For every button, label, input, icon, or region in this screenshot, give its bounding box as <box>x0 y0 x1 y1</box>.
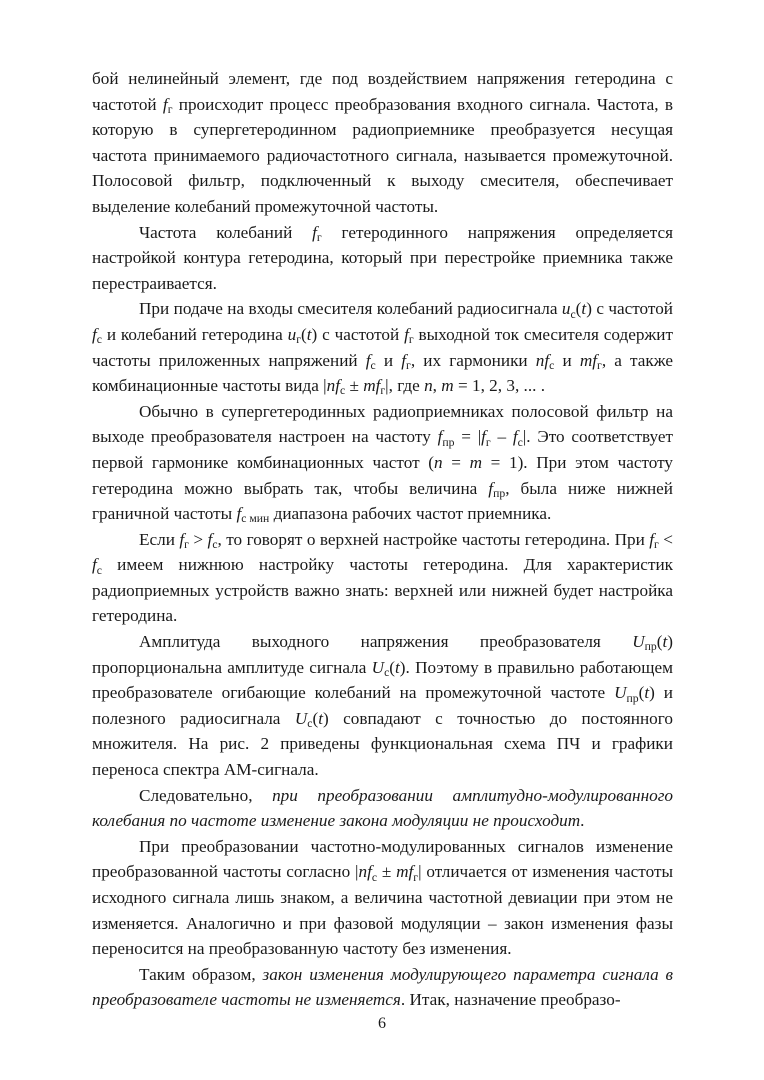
paragraph-4: Обычно в супергетеродинных радиоприемниках полосовой фильтр на выходе преобразователя настроен на частоту $f_{пр} = |f_г - f_c|$. Это соответствует первой гармонике комбинационных частот (n = m = 1). При этом частоту гетеродина можно выбрать так, чтобы величина $f_{пр}$, была ниже нижней граничной частоты $f_{c мин}$ диапазона рабочих частот приемника. <box>92 401 673 526</box>
page-number: 6 <box>378 1015 386 1032</box>
paragraph-5: Если $f_г > f_c$, то говорят о верхней настройке частоты гетеродина. При $f_г < f_c$ имеем нижнюю настройку частоты гетеродина. Для характеристик радиоприемных устройств важно знать: верхней или нижней будет настройка гетеродина. <box>92 529 673 626</box>
paragraph-1: бой нелинейный элемент, где под воздействием напряжения гетеродина с частотой $f_г$ происходит процесс преобразования входного сигнала. Частота, в которую в супергетеродинном радиоприемнике преобразуется несущая частота принимаемого радиочастотного сигнала, называется промежуточной. Полосовой фильтр, подключенный к выходу смесителя, обеспечивает выделение колебаний промежуточной частоты. <box>92 69 673 216</box>
paragraph-6: Амплитуда выходного напряжения преобразователя $U_{пр}(t)$ пропорциональна амплитуде сигнала $U_c(t)$. Поэтому в правильно работающем преобразователе огибающие колебаний на промежуточной частоте $U_{пр}(t)$ и полезного радиосигнала $U_c(t)$ совпадают с точностью до постоянного множителя. На рис. 2 приведены функциональная схема ПЧ и графики переноса спектра АМ-сигнала. <box>92 632 674 780</box>
paragraph-3: При подаче на входы смесителя колебаний радиосигнала $u_c(t)$ с частотой $f_c$ и колебаний гетеродина $u_г(t)$ с частотой $f_г$ выходной ток смесителя содержит частоты приложенных напряжений $f_c$ и $f_г$, их гармоники $nf_c$ и $mf_г$, а также комбинационные частоты вида $|nf_c \pm mf_г|$, где n, m = 1, 2, 3, ... . <box>92 299 674 398</box>
paragraph-9: Таким образом, закон изменения модулирующего параметра сигнала в преобразователе частоты не изменяется. Итак, назначение преобразо- <box>92 964 673 1010</box>
paragraph-7: Следовательно, при преобразовании амплитудно-модулированного колебания по частоте изменение закона модуляции не происходит. <box>92 785 673 831</box>
paragraph-8: При преобразовании частотно-модулированных сигналов изменение преобразованной частоты согласно $|nf_c \pm mf_г|$ отличается от изменения частоты исходного сигнала лишь знаком, а величина частотной девиации при этом не изменяется. Аналогично и при фазовой модуляции – закон изменения фазы переносится на преобразованную частоту без изменения. <box>92 836 673 959</box>
body-text <box>92 66 673 1013</box>
paragraph-2: Частота колебаний $f_г$ гетеродинного напряжения определяется настройкой контура гетеродина, который при перестройке приемника также перестраивается. <box>92 222 673 293</box>
